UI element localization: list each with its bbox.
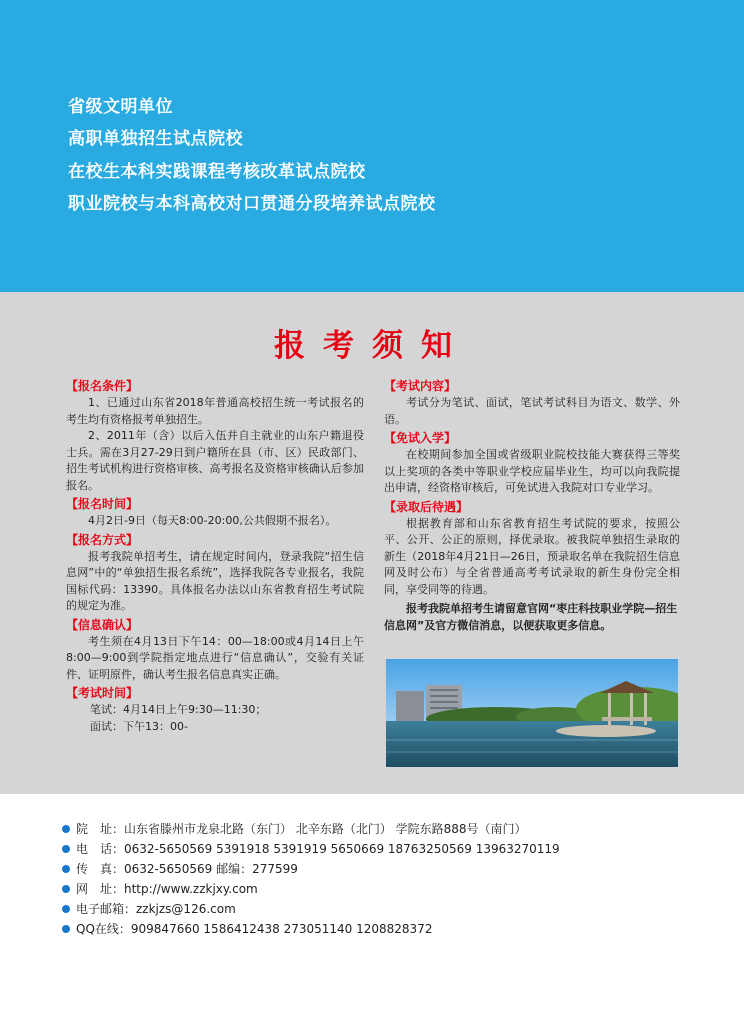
- bullet-icon: [62, 885, 70, 893]
- notice-right-column: [384, 376, 680, 634]
- exam-written-time: 笔试：4月14日上午9:30—11:30；: [90, 703, 267, 716]
- contact-website[interactable]: 网 址：http://www.zzkjxy.com: [62, 880, 258, 898]
- bullet-icon: [62, 925, 70, 933]
- header-line-2: 高职单独招生试点院校: [68, 129, 243, 149]
- section-title-exempt: 【免试入学】: [384, 431, 457, 445]
- notice-section: [0, 292, 744, 794]
- section-title-conditions: 【报名条件】: [66, 379, 139, 393]
- admit-text: 根据教育部和山东省教育招生考试院的要求，按照公平、公开、公正的原则，择优录取。被我院单独招生录取的新生（2018年4月21日—26日，预录取名单在我院招生信息网及时公布）与全省普通高考考试录取的新生身份完全相同，享受同等的待遇。: [384, 516, 680, 596]
- bullet-icon: [62, 825, 70, 833]
- notice-title: 报考须知: [274, 328, 470, 364]
- bullet-icon: [62, 845, 70, 853]
- header-line-1: 省级文明单位: [68, 97, 173, 117]
- section-title-method: 【报名方式】: [66, 532, 139, 547]
- section-title-admit: 【录取后待遇】: [384, 499, 469, 514]
- exempt-text: 在校期间参加全国或省级职业院校技能大赛获得三等奖以上奖项的各类中等职业学校应届毕业生，均可以向我院提出申请，经资格审核后，可免试进入我院对口专业学习。: [384, 448, 680, 494]
- website-note: 报考我院单招考生请留意官网“枣庄科技职业学院—招生信息网”及官方微信消息，以便获取更多信息。: [384, 602, 678, 632]
- section-title-content: 【考试内容】: [384, 379, 457, 393]
- time-text: 4月2日-9日（每天8:00-20:00,公共假期不报名）。: [88, 514, 337, 527]
- campus-photo: [386, 659, 678, 767]
- section-title-time: 【报名时间】: [66, 497, 139, 511]
- contact-section: [0, 794, 744, 1010]
- header-banner: [0, 0, 744, 292]
- bullet-icon: [62, 865, 70, 873]
- contact-qq: QQ在线：909847660 1586412438 273051140 1208828372: [62, 920, 432, 938]
- header-line-4: 职业院校与本科高校对口贯通分段培养试点院校: [68, 194, 436, 214]
- exam-interview-time: 面试：下午13：00-: [90, 719, 188, 733]
- notice-left-column: [66, 376, 364, 735]
- contact-email[interactable]: 电子邮箱：zzkjzs@126.com: [62, 900, 236, 918]
- section-title-confirm: 【信息确认】: [66, 617, 139, 632]
- bullet-icon: [62, 905, 70, 913]
- header-line-3: 在校生本科实践课程考核改革试点院校: [68, 162, 366, 182]
- confirm-text: 考生须在4月13日下午14：00—18:00或4月14日上午8:00—9:00到学院指定地点进行“信息确认”，交验有关证件、证明原件，确认考生报名信息真实正确。: [66, 634, 364, 681]
- conditions-text-2: 2、2011年（含）以后入伍并自主就业的山东户籍退役士兵。需在3月27-29日到户籍所在县（市、区）民政部门、招生考试机构进行资格审核、高考报名及资格审核确认后参加报名。: [66, 429, 364, 492]
- contact-phone: 电 话：0632-5650569 5391918 5391919 5650669 18763250569 13963270119: [62, 840, 560, 858]
- contact-fax: 传 真：0632-5650569 邮编：277599: [62, 860, 298, 878]
- method-text: 报考我院单招考生，请在规定时间内，登录我院“招生信息网”中的“单独招生报名系统”，选择我院各专业报名，我院国标代码：13390。具体报名办法以山东省教育招生考试院的规定为准。: [66, 549, 364, 612]
- content-text: 考试分为笔试、面试，笔试考试科目为语文、数学、外语。: [384, 396, 680, 426]
- section-title-exam-time: 【考试时间】: [66, 686, 139, 700]
- conditions-text-1: 1、已通过山东省2018年普通高校招生统一考试报名的考生均有资格报考单独招生。: [66, 396, 364, 426]
- contact-address: 院 址：山东省滕州市龙泉北路（东门） 北辛东路（北门） 学院东路888号（南门）: [62, 820, 527, 838]
